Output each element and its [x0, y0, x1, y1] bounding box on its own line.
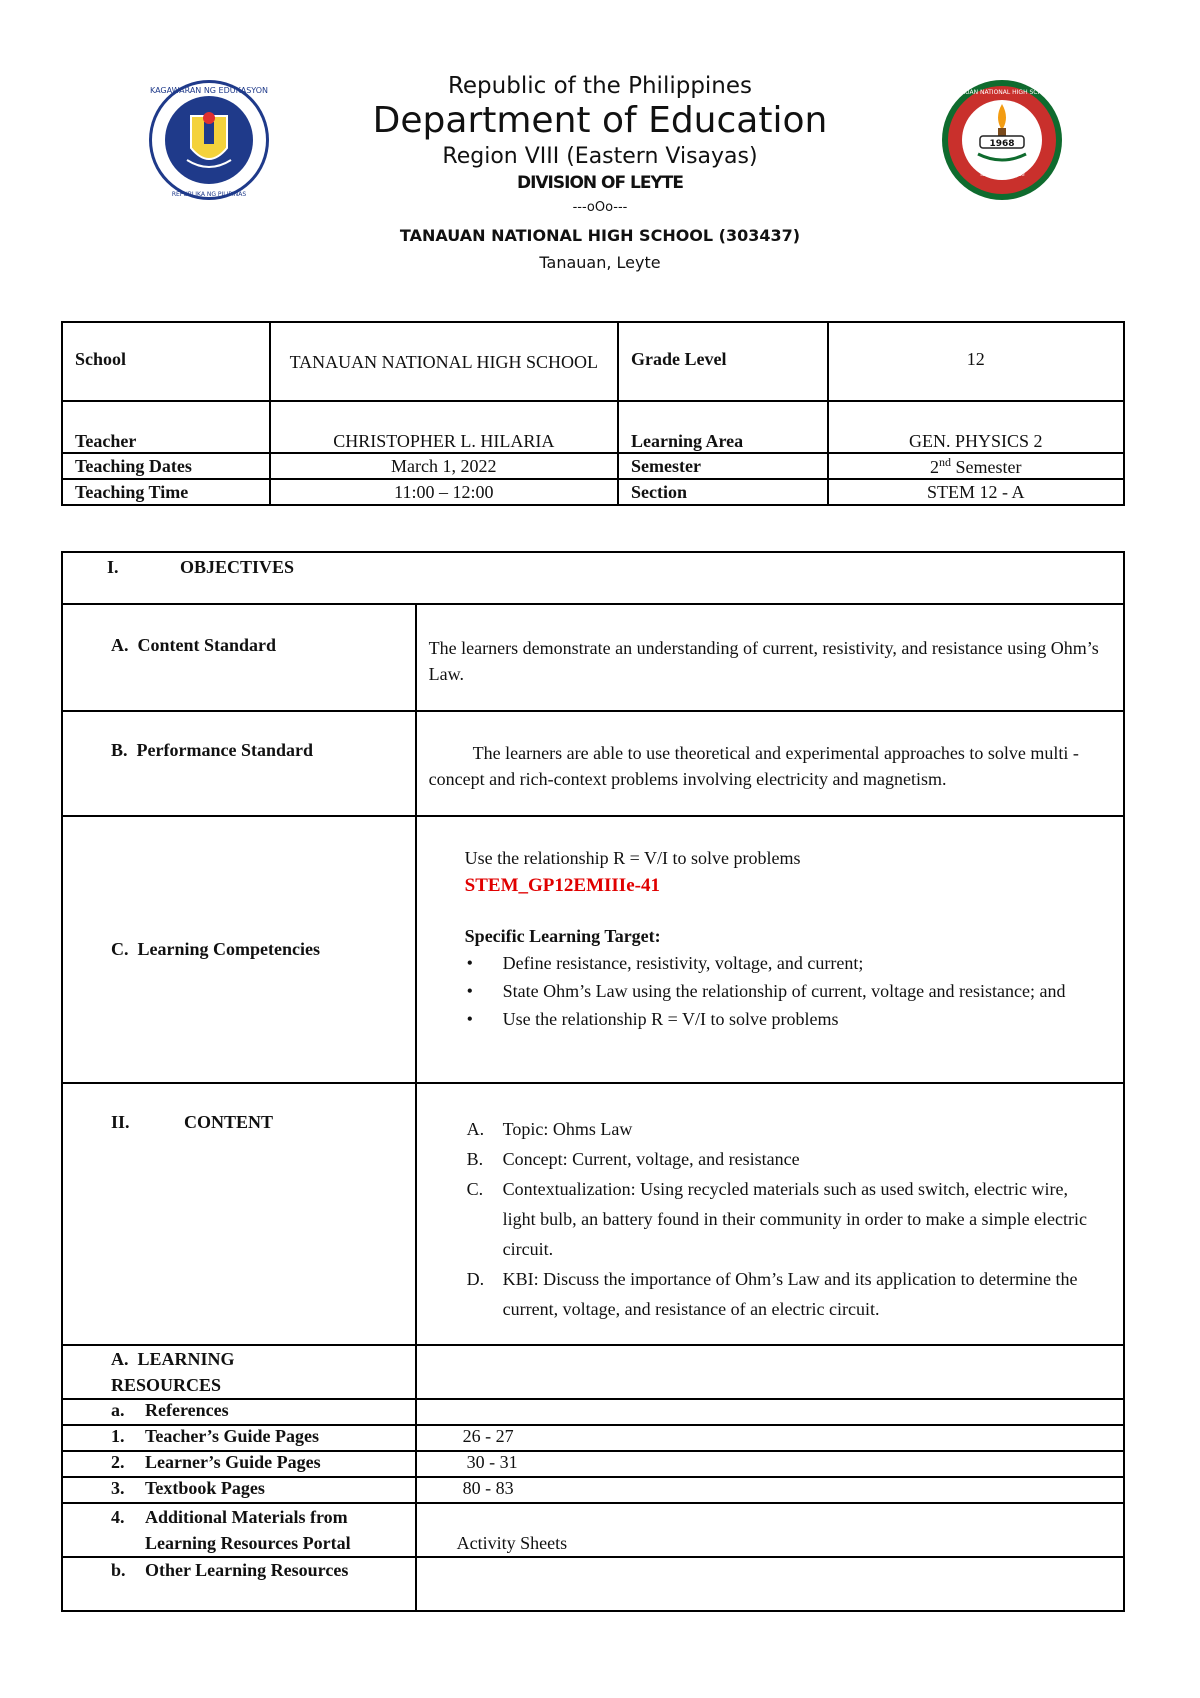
- list-item: [465, 1114, 1099, 1144]
- list-item: [465, 1174, 1099, 1264]
- content-heading-text: CONTENT: [184, 1112, 274, 1132]
- teachers-guide-label: [62, 1425, 416, 1451]
- performance-standard-text: The learners are able to use theoretical and experimental approaches to solve multi - concept and rich-context problems involving electricity and magnetism.: [416, 711, 1124, 816]
- content-standard-label: A. Content Standard: [62, 604, 416, 711]
- republic-heading: Republic of the Philippines: [447, 73, 753, 99]
- list-item: • Use the relationship R = V/I to solve problems: [465, 1005, 1111, 1033]
- additional-materials-mark: 4.: [111, 1507, 125, 1527]
- learning-area-label: Learning Area: [618, 401, 828, 453]
- teaching-time-label: Teaching Time: [62, 479, 270, 505]
- list-marker: B.: [466, 1149, 484, 1169]
- teachers-guide-mark: 1.: [111, 1426, 125, 1446]
- list-text: Topic: Ohms Law: [502, 1119, 633, 1139]
- objectives-heading-number: I.: [107, 557, 119, 577]
- performance-standard-label: B. Performance Standard: [62, 711, 416, 816]
- teaching-dates-label: Teaching Dates: [62, 453, 270, 479]
- learning-competencies-cell: [416, 816, 1124, 1083]
- other-resources-empty: [416, 1557, 1124, 1611]
- learning-target-list: [465, 949, 1111, 1033]
- list-item: • Define resistance, resistivity, voltage, and current;: [465, 949, 1111, 977]
- additional-materials-text: Additional Materials from Learning Resources Portal: [145, 1507, 351, 1553]
- list-text: KBI: Discuss the importance of Ohm’s Law and its application to determine the current, voltage, and resistance of an electric circuit.: [502, 1269, 1078, 1319]
- school-heading: TANAUAN NATIONAL HIGH SCHOOL (303437): [399, 226, 801, 245]
- other-resources-label: [62, 1557, 416, 1611]
- textbook-label: [62, 1477, 416, 1503]
- learning-resources-heading: A. LEARNING RESOURCES: [62, 1345, 416, 1399]
- learning-target-heading: Specific Learning Target:: [464, 926, 661, 946]
- references-empty: [416, 1399, 1124, 1425]
- references-text: References: [145, 1400, 229, 1420]
- list-item: • State Ohm’s Law using the relationship of current, voltage and resistance; and: [465, 977, 1111, 1005]
- section-label: Section: [618, 479, 828, 505]
- learners-guide-mark: 2.: [111, 1452, 125, 1472]
- grade-level-value: 12: [828, 322, 1124, 401]
- list-text: Concept: Current, voltage, and resistance: [502, 1149, 800, 1169]
- textbook-mark: 3.: [111, 1478, 125, 1498]
- school-seal-ring-text: TANAUAN NATIONAL HIGH SCHOOL: [949, 89, 1055, 96]
- lesson-plan-table: [61, 551, 1125, 1612]
- department-heading: Department of Education: [372, 100, 828, 141]
- school-seal-bottom-text: Tanauan, Leyte: [979, 171, 1025, 178]
- additional-materials-label: [62, 1503, 416, 1557]
- list-text: Contextualization: Using recycled materials such as used switch, electric wire, light bulb, an battery found in their community in order to make a simple electric circuit.: [502, 1179, 1088, 1259]
- references-mark: a.: [111, 1400, 125, 1420]
- region-heading: Region VIII (Eastern Visayas): [442, 144, 758, 169]
- semester-suffix: nd: [939, 454, 952, 469]
- header-separator: ---oOo---: [572, 200, 628, 215]
- semester-word: Semester: [955, 456, 1022, 477]
- semester-number: 2: [930, 456, 940, 477]
- content-heading-number: II.: [111, 1112, 130, 1132]
- other-resources-mark: b.: [111, 1560, 126, 1580]
- content-standard-text: The learners demonstrate an understanding of current, resistivity, and resistance using Ohm’s Law.: [416, 604, 1124, 711]
- content-cell: [416, 1083, 1124, 1345]
- section-value: STEM 12 - A: [828, 479, 1124, 505]
- list-marker: D.: [466, 1269, 485, 1289]
- semester-label: Semester: [618, 453, 828, 479]
- objectives-heading-text: OBJECTIVES: [180, 557, 295, 577]
- teacher-label: Teacher: [62, 401, 270, 453]
- school-label: School: [62, 322, 270, 401]
- list-marker: C.: [466, 1179, 484, 1199]
- competency-code: STEM_GP12EMIIIe-41: [464, 875, 660, 896]
- textbook-text: Textbook Pages: [145, 1478, 265, 1498]
- other-resources-text: Other Learning Resources: [145, 1560, 349, 1580]
- textbook-value: 80 - 83: [416, 1477, 1124, 1503]
- objectives-heading: [62, 552, 1124, 604]
- teachers-guide-value: 26 - 27: [416, 1425, 1124, 1451]
- school-value: TANAUAN NATIONAL HIGH SCHOOL: [270, 322, 618, 401]
- additional-materials-value: Activity Sheets: [416, 1503, 1124, 1557]
- teaching-time-value: 11:00 – 12:00: [270, 479, 618, 505]
- list-item: [465, 1144, 1099, 1174]
- learners-guide-label: [62, 1451, 416, 1477]
- lesson-info-table: [61, 321, 1125, 506]
- grade-level-label: Grade Level: [618, 322, 828, 401]
- teacher-value: CHRISTOPHER L. HILARIA: [270, 401, 618, 453]
- deped-seal-top-text: KAGAWARAN NG EDUKASYON: [149, 86, 269, 95]
- teachers-guide-text: Teacher’s Guide Pages: [145, 1426, 319, 1446]
- list-item: [465, 1264, 1099, 1324]
- semester-value: [828, 453, 1124, 479]
- learners-guide-value: 30 - 31: [416, 1451, 1124, 1477]
- learning-resources-empty: [416, 1345, 1124, 1399]
- school-seal-year: 1968: [989, 139, 1015, 149]
- content-heading: [62, 1083, 416, 1345]
- school-location: Tanauan, Leyte: [539, 253, 661, 272]
- competency-text: Use the relationship R = V/I to solve problems: [464, 848, 801, 868]
- division-heading: DIVISION OF LEYTE: [516, 173, 684, 193]
- references-label: [62, 1399, 416, 1425]
- learners-guide-text: Learner’s Guide Pages: [145, 1452, 321, 1472]
- learning-area-value: GEN. PHYSICS 2: [828, 401, 1124, 453]
- content-list: [465, 1114, 1099, 1324]
- learning-competencies-label: C. Learning Competencies: [62, 816, 416, 1083]
- list-marker: A.: [466, 1119, 485, 1139]
- deped-seal-bottom-text: REPUBLIKA NG PILIPINAS: [171, 191, 247, 198]
- teaching-dates-value: March 1, 2022: [270, 453, 618, 479]
